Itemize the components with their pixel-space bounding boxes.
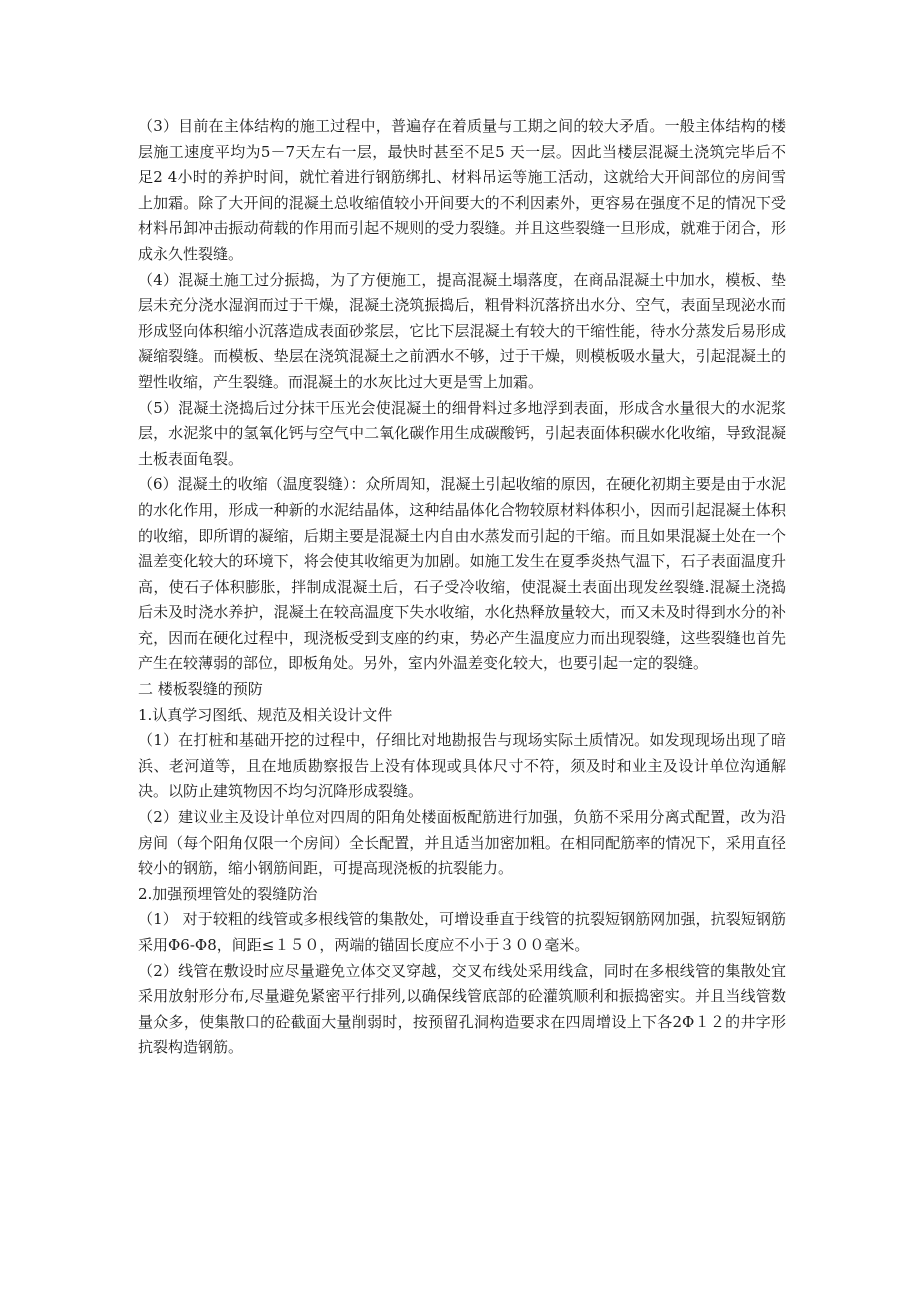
document-page <box>138 114 786 1061</box>
paragraph-study-1: （1）在打桩和基础开挖的过程中，仔细比对地勘报告与现场实际土质情况。如发现现场出现了暗浜、老河道等，且在地质勘察报告上没有体现或具体尺寸不符，须及时和业主及设计单位沟通解决。以防止建筑物因不均匀沉降形成裂缝。 <box>138 731 786 801</box>
section-heading-prevention: 二 楼板裂缝的预防 <box>138 680 263 699</box>
subheading-study-drawings: 1.认真学习图纸、规范及相关设计文件 <box>138 705 393 724</box>
paragraph-point-4: （4）混凝土施工过分振捣，为了方便施工，提高混凝土塌落度，在商品混凝土中加水，模板、垫层未充分浇水湿润而过于干燥，混凝土浇筑振捣后，粗骨料沉落挤出水分、空气，表面呈现泌水而形成竖向体积缩小沉落造成表面砂浆层，它比下层混凝土有较大的干缩性能，待水分蒸发后易形成凝缩裂缝。而模板、垫层在浇筑混凝土之前洒水不够，过于干燥，则模板吸水量大，引起混凝土的塑性收缩，产生裂缝。而混凝土的水灰比过大更是雪上加霜。 <box>138 270 786 391</box>
subheading-embedded-pipes: 2.加强预埋管处的裂缝防治 <box>138 884 318 903</box>
paragraph-study-2: （2）建议业主及设计单位对四周的阳角处楼面板配筋进行加强，负筋不采用分离式配置，改为沿房间（每个阳角仅限一个房间）全长配置，并且适当加密加粗。在相同配筋率的情况下，采用直径较小的钢筋，缩小钢筋间距，可提高现浇板的抗裂能力。 <box>138 808 786 878</box>
paragraph-point-5: （5）混凝土浇捣后过分抹干压光会使混凝土的细骨料过多地浮到表面，形成含水量很大的水泥浆层，水泥浆中的氢氧化钙与空气中二氧化碳作用生成碳酸钙，引起表面体积碳水化收缩，导致混凝土板表面龟裂。 <box>138 398 786 468</box>
paragraph-point-6: （6）混凝土的收缩（温度裂缝）：众所周知，混凝土引起收缩的原因，在硬化初期主要是由于水泥的水化作用，形成一种新的水泥结晶体，这种结晶体化合物较原材料体积小，因而引起混凝土体积的收缩，即所谓的凝缩，后期主要是混凝土内自由水蒸发而引起的干缩。而且如果混凝土处在一个温差变化较大的环境下，将会使其收缩更为加剧。如施工发生在夏季炎热气温下，石子表面温度升高，使石子体积膨胀，拌制成混凝土后，石子受冷收缩，使混凝土表面出现发丝裂缝.混凝土浇捣后未及时浇水养护，混凝土在较高温度下失水收缩，水化热释放量较大，而又未及时得到水分的补充，因而在硬化过程中，现浇板受到支座的约束，势必产生温度应力而出现裂缝，这些裂缝也首先产生在较薄弱的部位，即板角处。另外，室内外温差变化较大，也要引起一定的裂缝。 <box>138 475 786 673</box>
paragraph-point-3: （3）目前在主体结构的施工过程中，普遍存在着质量与工期之间的较大矛盾。一般主体结构的楼层施工速度平均为5－7天左右一层，最快时甚至不足5 天一层。因此当楼层混凝土浇筑完毕后不足2 4小时的养护时间，就忙着进行钢筋绑扎、材料吊运等施工活动，这就给大开间部位的房间雪上加霜。除了大开间的混凝土总收缩值较小开间要大的不利因素外，更容易在强度不足的情况下受材料吊卸冲击振动荷载的作用而引起不规则的受力裂缝。并且这些裂缝一旦形成，就难于闭合，形成永久性裂缝。 <box>138 117 786 263</box>
paragraph-pipes-2: （2）线管在敷设时应尽量避免立体交叉穿越，交叉布线处采用线盒，同时在多根线管的集散处宜采用放射形分布,尽量避免紧密平行排列,以确保线管底部的砼灌筑顺利和振捣密实。并且当线管数量众多，使集散口的砼截面大量削弱时，按预留孔洞构造要求在四周增设上下各2Φ１２的井字形抗裂构造钢筋。 <box>138 961 786 1057</box>
paragraph-pipes-1: （1） 对于较粗的线管或多根线管的集散处，可增设垂直于线管的抗裂短钢筋网加强，抗裂短钢筋采用Φ6-Φ8，间距≤１５０，两端的锚固长度应不小于３００毫米。 <box>138 910 786 954</box>
